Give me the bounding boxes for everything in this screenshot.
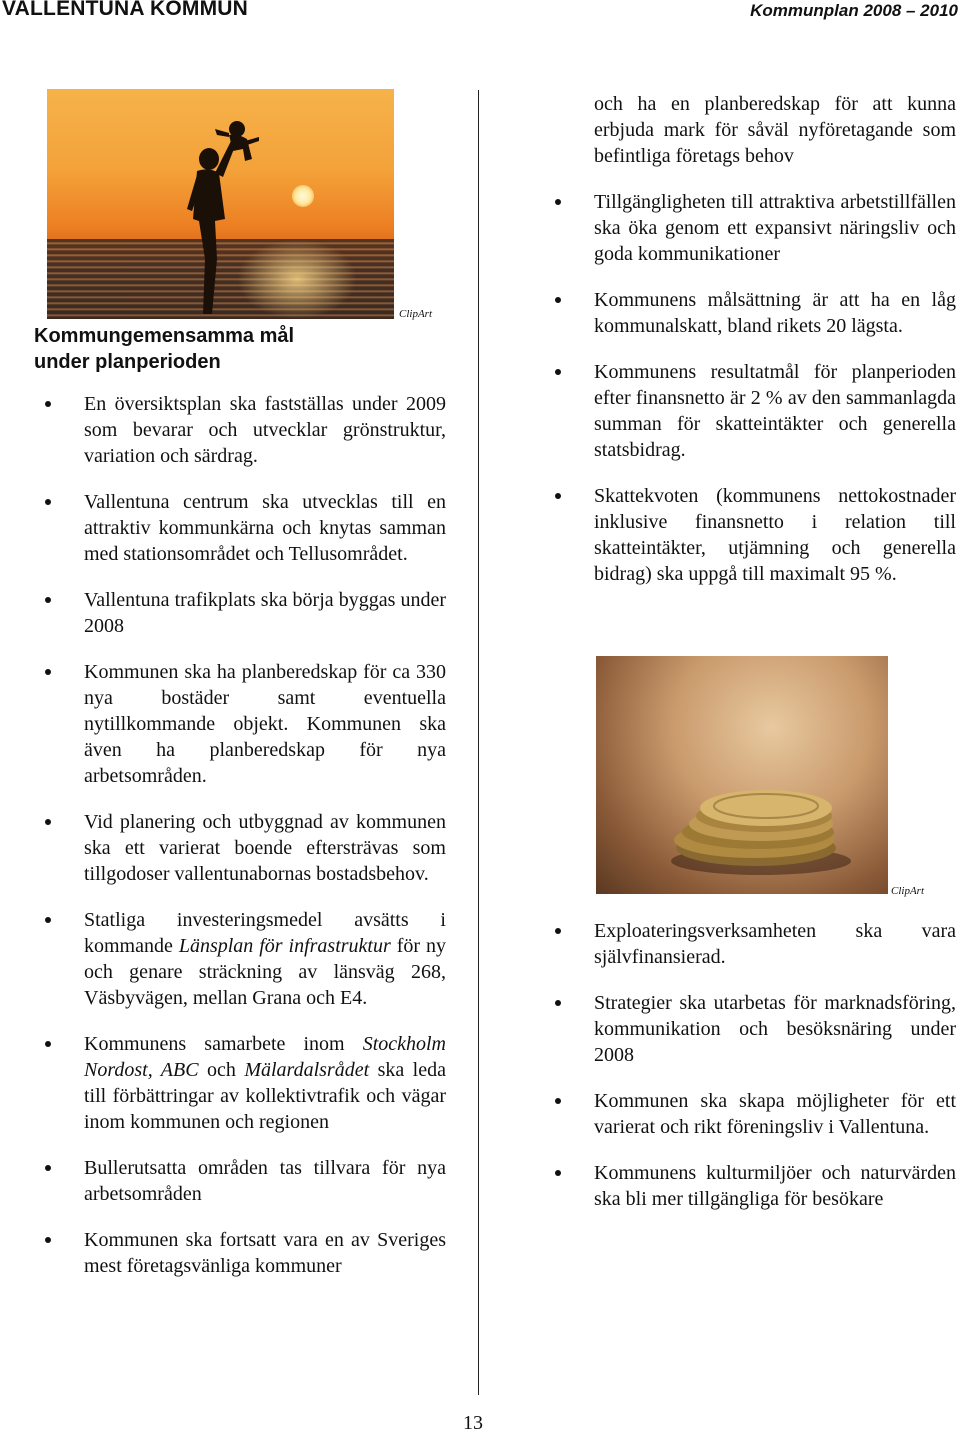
list-item: Vallentuna centrum ska utvecklas till en attraktiv kommunkärna och knytas samman med stationsområdet och Tellusområdet. [36,489,446,567]
list-item: Vid planering och utbyggnad av kommunen ska ett varierat boende eftersträvas som tillgodoser vallentunabornas bostadsbehov. [36,809,446,887]
list-item [36,907,446,1011]
list-item: Kommunens kulturmiljöer och naturvärden ska bli mer tillgängliga för besökare [546,1160,956,1212]
text-run: och [198,1059,245,1081]
goals-list-right-top [546,189,956,587]
list-item: En översiktsplan ska fastställas under 2009 som bevarar och utvecklar grönstruktur, variation och särdrag. [36,391,446,469]
text-run: ska leda till förbättringar av kollektivtrafik och vägar inom kommunen och regionen [84,1059,446,1133]
goals-list-right-bottom [546,918,956,1212]
page-header [0,0,960,22]
section-heading [34,323,446,375]
goals-list [36,391,446,1279]
list-item: Tillgängligheten till attraktiva arbetstillfällen ska öka genom ett expansivt näringsliv och goda kommunikationer [546,189,956,267]
list-item: Skattekvoten (kommunens nettokostnader inklusive finansnetto i relation till skatteintäkter, utjämning och generella bidrag) ska uppgå till maximalt 95 %. [546,483,956,587]
list-item: Kommunen ska skapa möjligheter för ett varierat och rikt föreningsliv i Vallentuna. [546,1088,956,1140]
heading-line: Kommungemensamma mål [34,325,295,347]
header-plan-title: Kommunplan 2008 – 2010 [750,1,958,20]
photo-credit: ClipArt [399,308,433,320]
text-run-italic: Länsplan för infrastruktur [178,935,391,957]
photo-credit: ClipArt [891,885,925,897]
heading-line: under planperioden [34,351,221,373]
list-item: Bullerutsatta områden tas tillvara för nya arbetsområden [36,1155,446,1207]
list-item: Kommunen ska ha planberedskap för ca 330 nya bostäder samt eventuella nytillkommande objekt. Kommunen ska även ha planberedskap för nya arbetsområden. [36,659,446,789]
left-column [34,323,446,1299]
sunset-photo [47,89,394,319]
continuation-text: och ha en planberedskap för att kunna erbjuda mark för såväl nyföretagande som befintliga företags behov [594,93,956,167]
coin-stack [596,656,888,894]
list-item: Kommunens resultatmål för planperioden efter finansnetto är 2 % av den sammanlagda summan för skatteintäkter och generella statsbidrag. [546,359,956,463]
list-item: Kommunen ska fortsatt vara en av Sveriges mest företagsvänliga kommuner [36,1227,446,1279]
header-organization: VALLENTUNA KOMMUN [2,0,249,20]
right-column [546,91,956,607]
text-run: Statliga investeringsmedel avsätts i kommande [84,909,446,957]
right-column-lower [546,918,956,1232]
list-item: Kommunens målsättning är att ha en låg kommunalskatt, bland rikets 20 lägsta. [546,287,956,339]
parent-child-silhouette [47,89,394,319]
list-item: Exploateringsverksamheten ska vara självfinansierad. [546,918,956,970]
text-run-italic: Stockholm Nordost, ABC [84,1033,446,1081]
text-run: för ny och genare sträckning av länsväg 268, Väsbyvägen, mellan Grana och E4. [84,935,447,1009]
text-run: Kommunens samarbete inom [84,1033,363,1055]
coins-photo [596,656,888,894]
page-number: 13 [463,1412,483,1434]
text-run-italic: Mälardalsrådet [244,1059,370,1081]
list-item: Strategier ska utarbetas för marknadsföring, kommunikation och besöksnäring under 2008 [546,990,956,1068]
column-divider [478,90,479,1395]
list-item: Vallentuna trafikplats ska börja byggas under 2008 [36,587,446,639]
list-item [36,1031,446,1135]
